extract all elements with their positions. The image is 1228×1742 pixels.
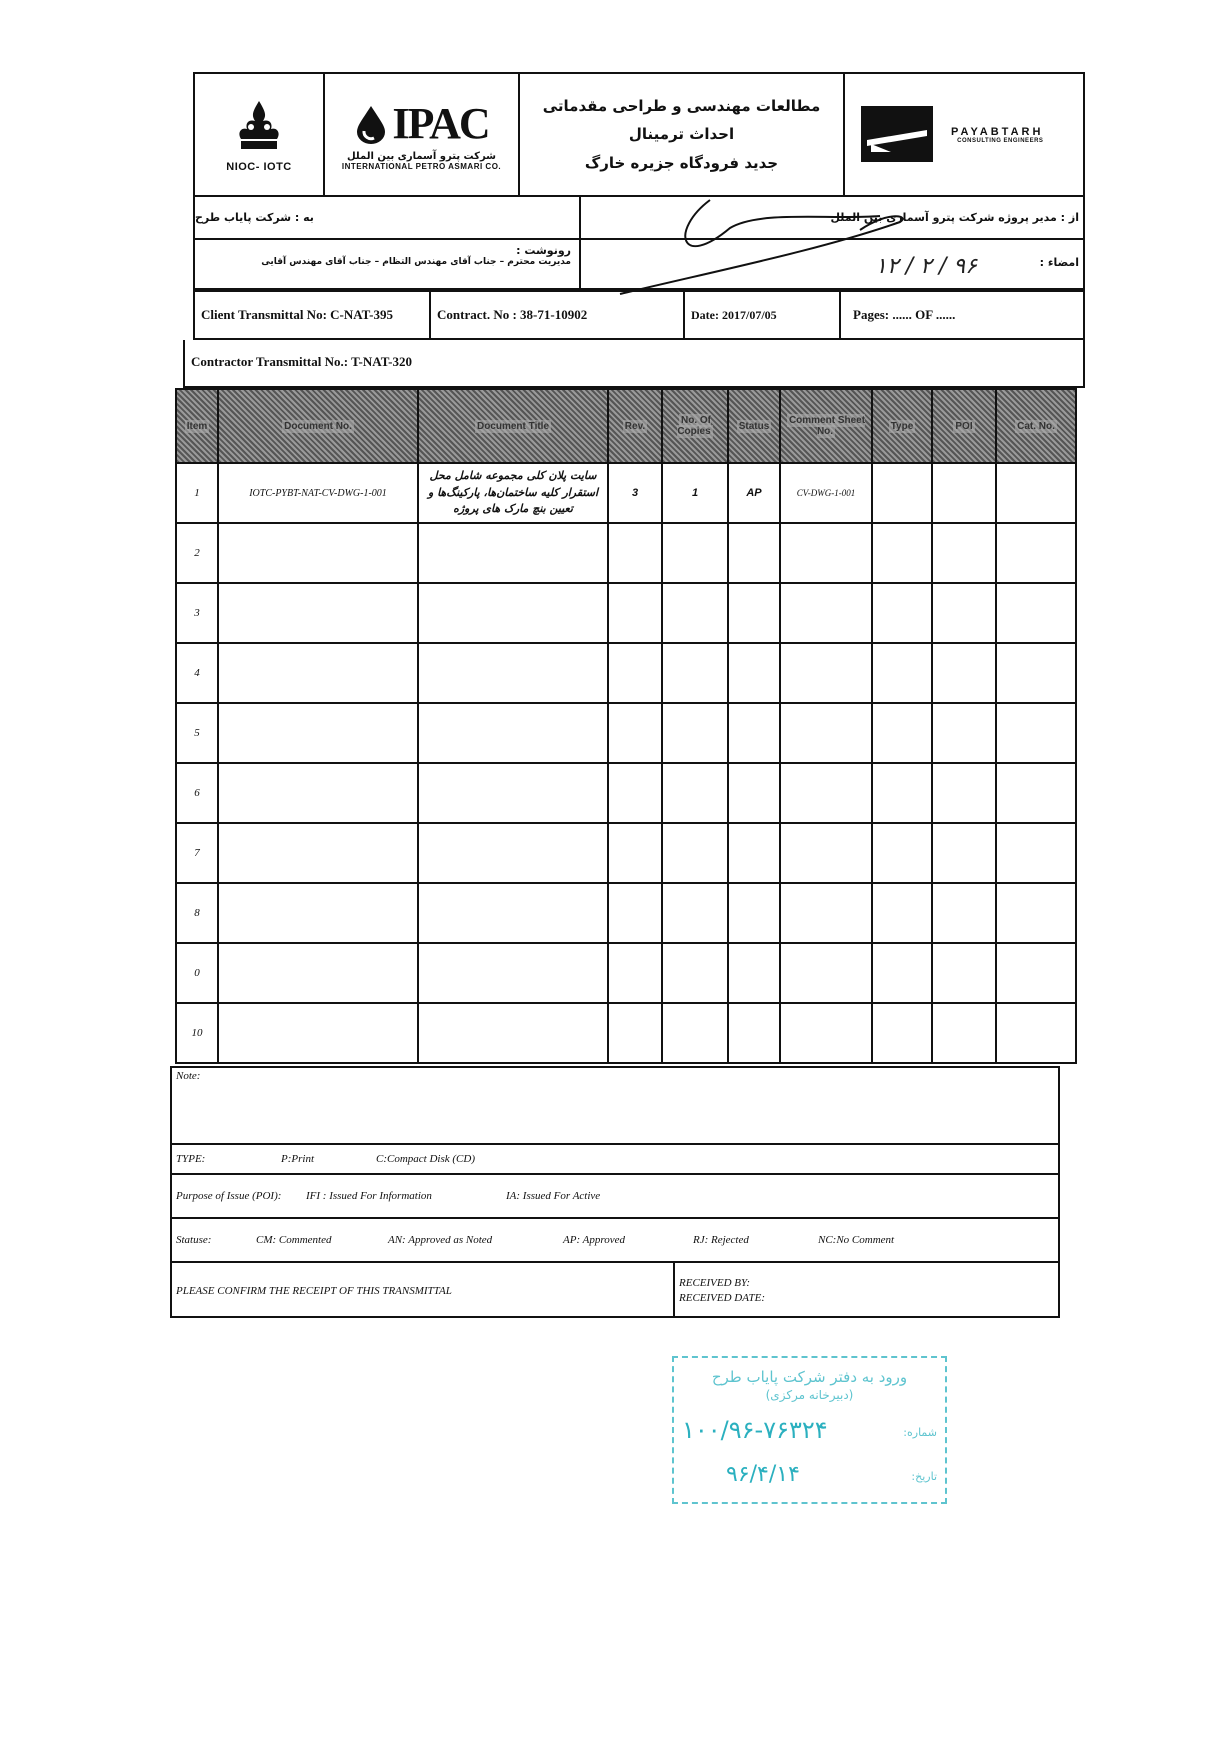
cell-rev: [608, 943, 662, 1003]
cell-item: 10: [176, 1003, 218, 1063]
cell-poi: [932, 463, 996, 523]
note-label: Note:: [176, 1070, 201, 1082]
cell-poi: [932, 703, 996, 763]
cell-rev: [608, 703, 662, 763]
cell-doc-no: [218, 703, 418, 763]
cell-cat: [996, 643, 1076, 703]
cell-comment: [780, 583, 872, 643]
poi-legend-row: [172, 1173, 1058, 1217]
cell-status: [728, 1003, 780, 1063]
col-poi: POI: [932, 389, 996, 463]
pages-count: Pages: ...... OF ......: [853, 307, 956, 322]
poi-ia: IA: Issued For Active: [506, 1190, 601, 1202]
contractor-transmittal-row: [183, 340, 1085, 388]
cell-doc-no: [218, 823, 418, 883]
cell-type: [872, 943, 932, 1003]
cell-rev: [608, 1003, 662, 1063]
nioc-label: NIOC- IOTC: [226, 160, 292, 173]
cell-doc-no: IOTC-PYBT-NAT-CV-DWG-1-001: [218, 463, 418, 523]
ipac-en-name: INTERNATIONAL PETRO ASMARI CO.: [341, 162, 502, 171]
payabtarh-name: PAYABTARH: [951, 125, 1044, 138]
table-row: [176, 703, 1076, 763]
receipt-row: [172, 1261, 1058, 1318]
cell-rev: [608, 763, 662, 823]
cell-type: [872, 583, 932, 643]
cell-rev: [608, 583, 662, 643]
col-copies: No. Of Copies: [662, 389, 728, 463]
sign-label: امضاء :: [1039, 256, 1079, 269]
status-cm: CM: Commented: [256, 1234, 332, 1246]
cell-doc-no: [218, 1003, 418, 1063]
stamp-number-label: شماره:: [903, 1426, 937, 1439]
from-sender: از : مدیر پروژه شرکت پترو آسماری بین الملل: [830, 211, 1079, 224]
col-item: Item: [176, 389, 218, 463]
document-header: [193, 72, 1085, 197]
table-header-row: [176, 389, 1076, 463]
oil-drop-icon: [354, 104, 388, 144]
cell-cat: [996, 703, 1076, 763]
col-comment-sheet: Comment Sheet No.: [780, 389, 872, 463]
ipac-fa-name: شرکت پترو آسماری بین الملل: [346, 151, 497, 162]
cell-title: [418, 823, 608, 883]
cell-poi: [932, 523, 996, 583]
cell-doc-no: [218, 883, 418, 943]
cell-item: 3: [176, 583, 218, 643]
table-row: [176, 463, 1076, 523]
cell-title: [418, 943, 608, 1003]
stamp-line1: ورود به دفتر شرکت پایاب طرح: [711, 1368, 908, 1386]
cell-doc-no: [218, 583, 418, 643]
cell-title: [418, 583, 608, 643]
cell-status: [728, 763, 780, 823]
cell-status: [728, 943, 780, 1003]
cell-poi: [932, 883, 996, 943]
cell-type: [872, 523, 932, 583]
cell-comment: CV-DWG-1-001: [780, 463, 872, 523]
cell-poi: [932, 643, 996, 703]
cell-type: [872, 703, 932, 763]
type-print: P:Print: [281, 1153, 314, 1165]
cell-cat: [996, 523, 1076, 583]
table-row: [176, 643, 1076, 703]
cell-poi: [932, 763, 996, 823]
contract-no: Contract. No : 38-71-10902: [431, 292, 685, 338]
cell-copies: [662, 763, 728, 823]
confirm-receipt: PLEASE CONFIRM THE RECEIPT OF THIS TRANSMITTAL: [172, 1263, 675, 1318]
cell-cat: [996, 583, 1076, 643]
cell-comment: [780, 703, 872, 763]
status-ap: AP: Approved: [563, 1234, 626, 1246]
cell-type: [872, 763, 932, 823]
cell-comment: [780, 823, 872, 883]
cell-title: [418, 643, 608, 703]
cc-block: [195, 240, 581, 288]
cell-status: AP: [728, 463, 780, 523]
col-document-title: Document Title: [418, 389, 608, 463]
cell-item: 5: [176, 703, 218, 763]
table-row: [176, 823, 1076, 883]
notes-legend-block: [170, 1066, 1060, 1318]
transmittal-meta-row: [193, 290, 1085, 340]
cell-cat: [996, 463, 1076, 523]
project-title: [520, 74, 845, 195]
status-rj: RJ: Rejected: [693, 1234, 749, 1246]
cell-copies: 1: [662, 463, 728, 523]
cell-rev: [608, 643, 662, 703]
cell-rev: [608, 883, 662, 943]
stamp-date-value: ۹۶/۴/۱۴: [726, 1462, 800, 1487]
cell-status: [728, 883, 780, 943]
cell-poi: [932, 583, 996, 643]
cell-poi: [932, 943, 996, 1003]
handwritten-date: ۱۲ / ۲ / ۹۶: [875, 254, 977, 279]
cell-comment: [780, 523, 872, 583]
cell-status: [728, 523, 780, 583]
stamp-line2: (دبیرخانه مرکزی): [765, 1388, 854, 1402]
stamp-date-label: تاریخ:: [911, 1470, 937, 1483]
status-legend-row: [172, 1217, 1058, 1261]
cell-item: 2: [176, 523, 218, 583]
cell-type: [872, 883, 932, 943]
cell-copies: [662, 883, 728, 943]
payabtarh-emblem-icon: [857, 100, 937, 170]
poi-ifi: IFI : Issued For Information: [306, 1190, 432, 1202]
cell-title: [418, 1003, 608, 1063]
project-title-line1: مطالعات مهندسی و طراحی مقدماتی احداث ترمینال: [542, 96, 821, 144]
status-nc: NC:No Comment: [818, 1234, 895, 1246]
stamp-number-value: ۱۰۰/۹۶-۷۶۳۲۴: [682, 1416, 828, 1444]
table-row: [176, 523, 1076, 583]
cell-copies: [662, 523, 728, 583]
cell-doc-no: [218, 643, 418, 703]
cell-type: [872, 643, 932, 703]
cell-item: 6: [176, 763, 218, 823]
cell-status: [728, 643, 780, 703]
cell-comment: [780, 643, 872, 703]
cell-doc-no: [218, 943, 418, 1003]
col-status: Status: [728, 389, 780, 463]
cell-doc-no: [218, 763, 418, 823]
cell-rev: [608, 523, 662, 583]
type-cd: C:Compact Disk (CD): [376, 1153, 475, 1165]
project-title-line2: جدید فرودگاه جزیره خارگ: [584, 153, 779, 172]
cell-cat: [996, 763, 1076, 823]
nioc-emblem-icon: [229, 97, 289, 155]
cell-copies: [662, 643, 728, 703]
cell-title: [418, 883, 608, 943]
poi-label: Purpose of Issue (POI):: [176, 1190, 282, 1202]
contractor-transmittal-no: Contractor Transmittal No.: T-NAT-320: [191, 354, 412, 369]
client-transmittal-no: Client Transmittal No: C-NAT-395: [195, 292, 431, 338]
cell-item: 1: [176, 463, 218, 523]
table-row: [176, 763, 1076, 823]
to-recipient: به : شرکت پایاب طرح: [195, 197, 581, 238]
received-block: [675, 1276, 765, 1305]
cell-poi: [932, 823, 996, 883]
table-row: [176, 883, 1076, 943]
receipt-stamp: [672, 1356, 947, 1504]
col-cat: Cat. No.: [996, 389, 1076, 463]
cell-item: 8: [176, 883, 218, 943]
signature-scribble: [560, 180, 980, 300]
cell-copies: [662, 583, 728, 643]
status-an: AN: Approved as Noted: [388, 1234, 493, 1246]
payabtarh-logo: [845, 74, 1083, 195]
cc-value: مدیریت محترم – جناب آقای مهندس التظام – جناب آقای مهندس آقایی: [261, 257, 571, 267]
cell-cat: [996, 943, 1076, 1003]
col-type: Type: [872, 389, 932, 463]
cell-item: 4: [176, 643, 218, 703]
cell-type: [872, 823, 932, 883]
cell-item: 0: [176, 943, 218, 1003]
table-row: [176, 943, 1076, 1003]
cell-type: [872, 1003, 932, 1063]
ipac-logo: [325, 74, 520, 195]
documents-table: [175, 388, 1075, 1064]
cell-cat: [996, 823, 1076, 883]
type-label: TYPE:: [176, 1153, 206, 1165]
cell-copies: [662, 703, 728, 763]
cell-copies: [662, 823, 728, 883]
nioc-logo: [195, 74, 325, 195]
col-document-no: Document No.: [218, 389, 418, 463]
type-legend-row: [172, 1143, 1058, 1173]
cell-comment: [780, 883, 872, 943]
received-by: RECEIVED BY:: [679, 1277, 751, 1290]
cell-doc-no: [218, 523, 418, 583]
cell-title: [418, 703, 608, 763]
cell-title: [418, 763, 608, 823]
cell-copies: [662, 943, 728, 1003]
cell-copies: [662, 1003, 728, 1063]
cell-poi: [932, 1003, 996, 1063]
cell-comment: [780, 1003, 872, 1063]
cell-cat: [996, 883, 1076, 943]
cell-title: [418, 523, 608, 583]
cc-label: رونوشت :: [516, 244, 571, 257]
cell-rev: 3: [608, 463, 662, 523]
received-date: RECEIVED DATE:: [679, 1291, 766, 1304]
cell-status: [728, 823, 780, 883]
cell-status: [728, 583, 780, 643]
cell-comment: [780, 943, 872, 1003]
cell-item: 7: [176, 823, 218, 883]
ipac-logo-text: IPAC: [392, 99, 489, 148]
status-label: Statuse:: [176, 1234, 212, 1246]
cell-rev: [608, 823, 662, 883]
cell-status: [728, 703, 780, 763]
table-row: [176, 1003, 1076, 1063]
col-rev: Rev.: [608, 389, 662, 463]
cell-comment: [780, 763, 872, 823]
transmittal-date: Date: 2017/07/05: [685, 292, 841, 338]
cell-title: سایت پلان کلی مجموعه شامل محل استقرار کلیه ساختمان‌ها، پارکینگ‌ها و تعیین بنچ مارک های پروژه: [418, 463, 608, 523]
payabtarh-sub: CONSULTING ENGINEERS: [957, 137, 1044, 144]
cell-cat: [996, 1003, 1076, 1063]
cell-type: [872, 463, 932, 523]
table-row: [176, 583, 1076, 643]
